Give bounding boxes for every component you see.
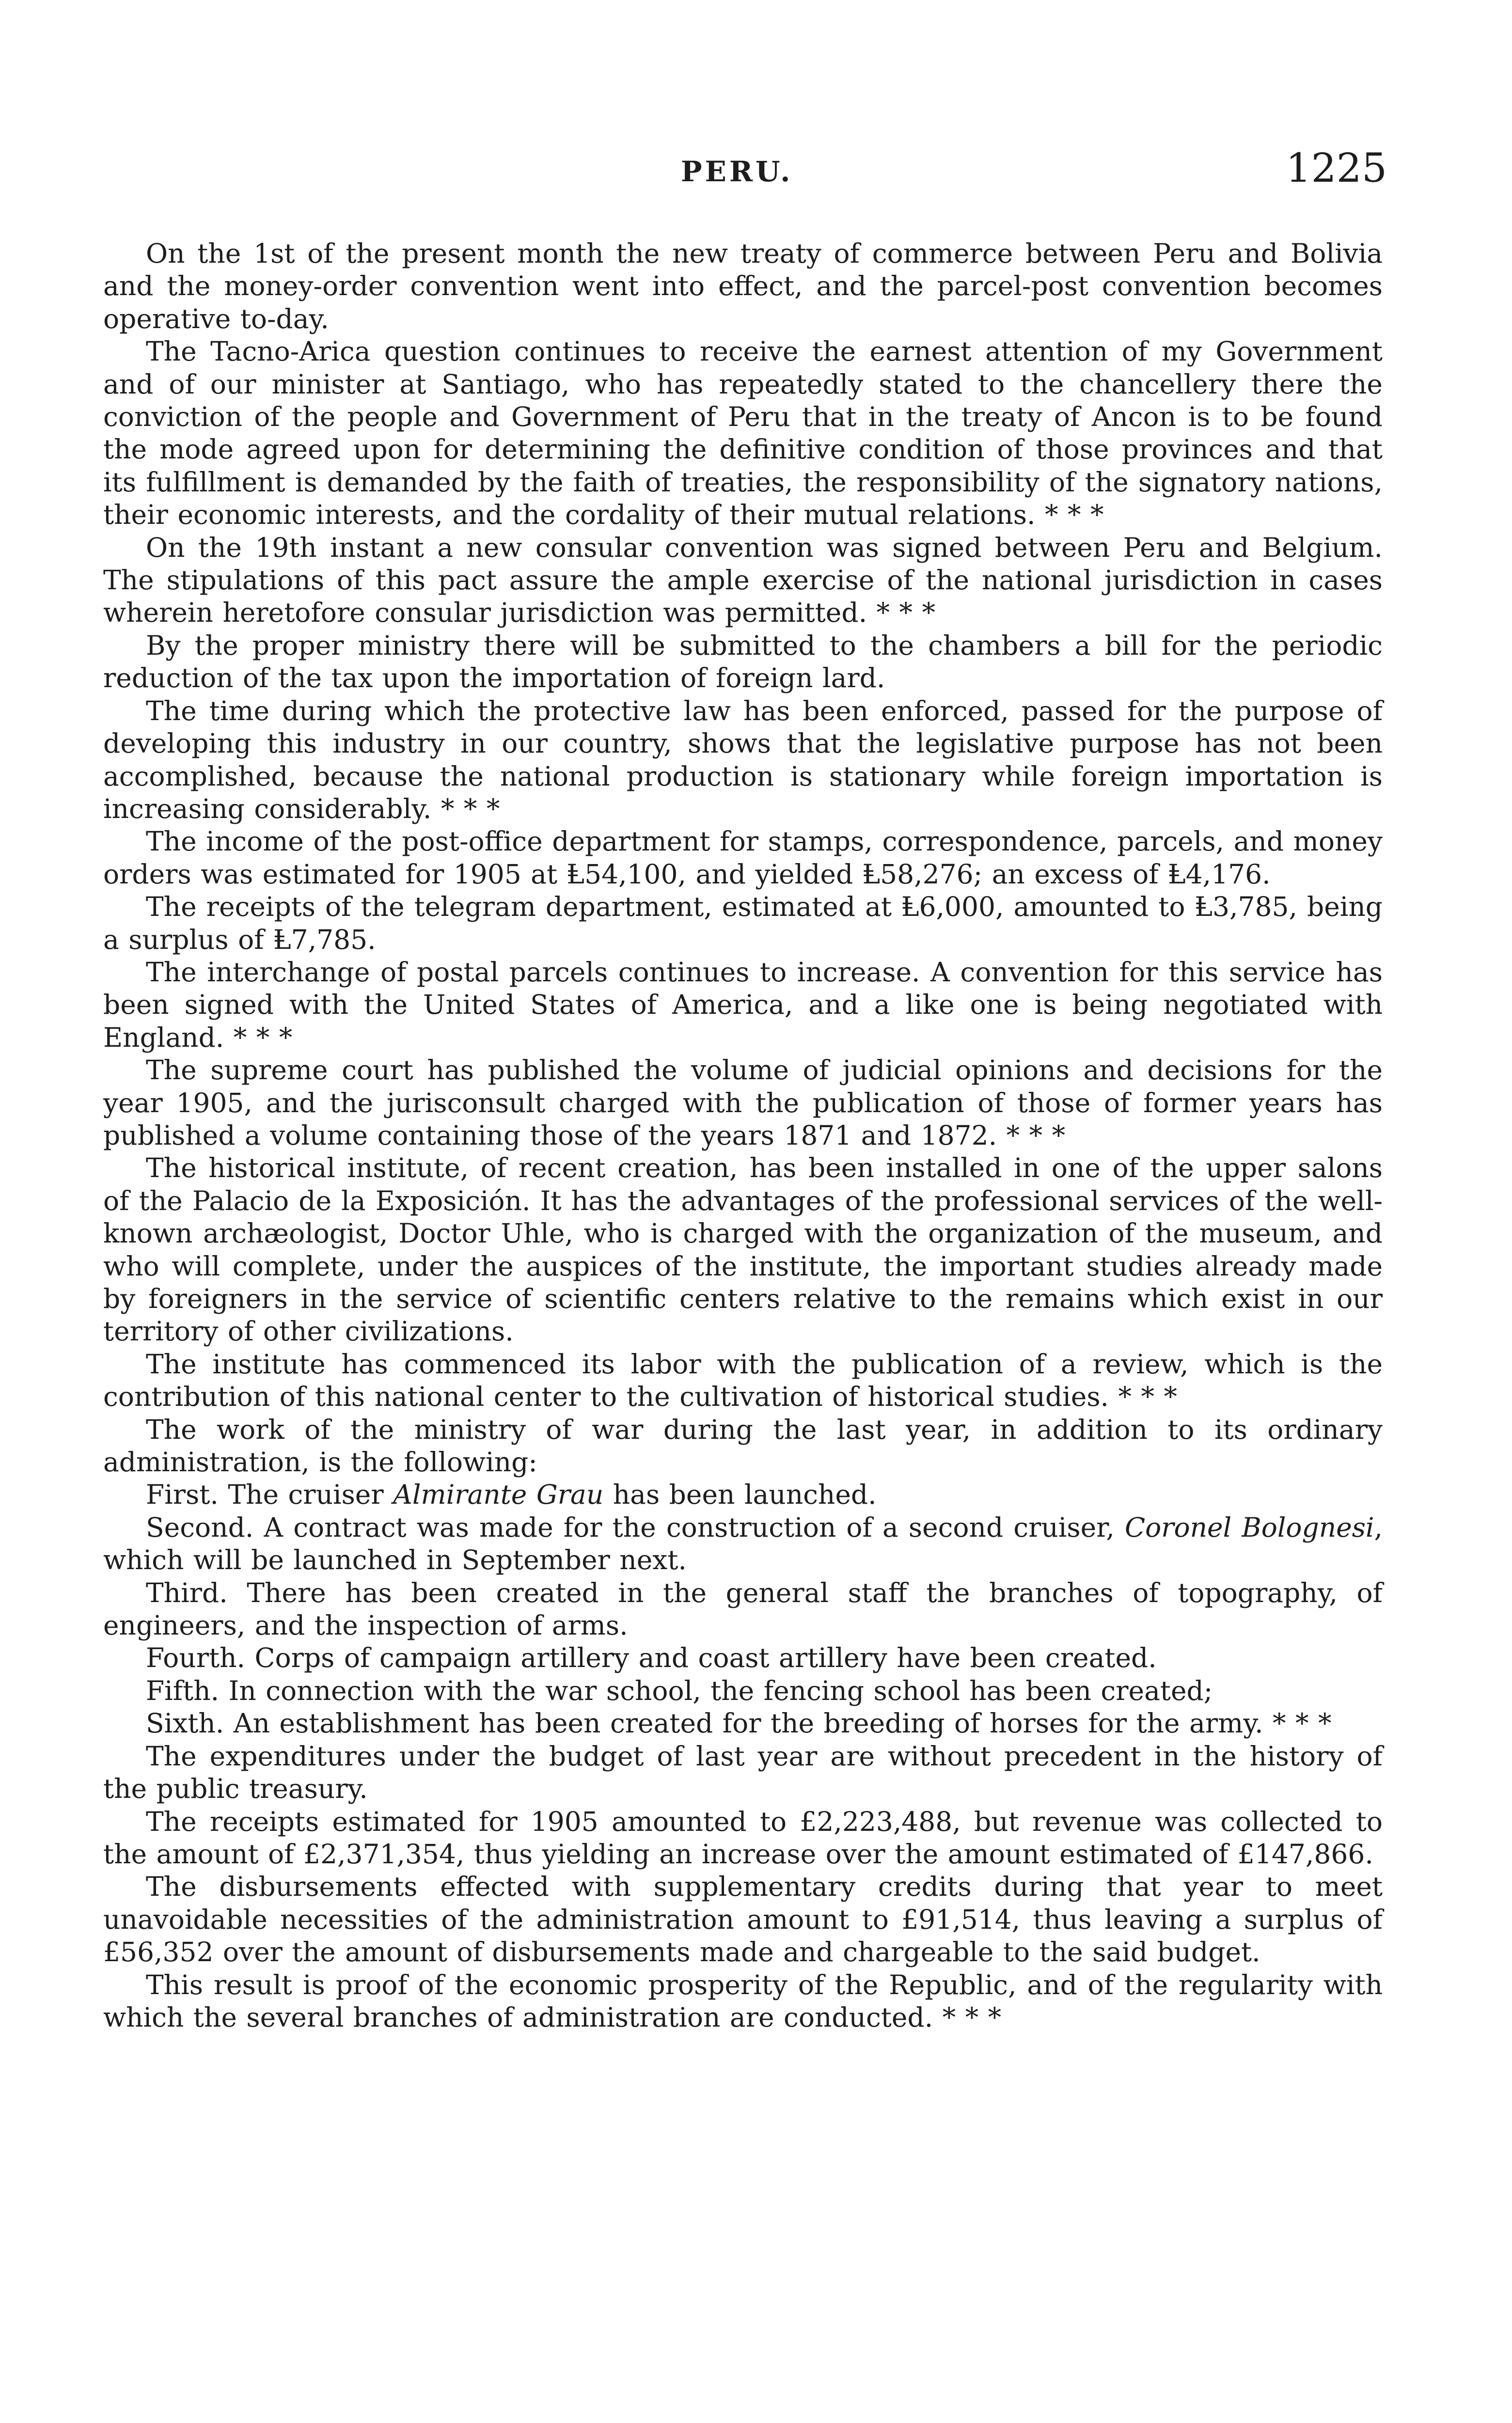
paragraph-ministry-of-war: The work of the ministry of war during the last year, in addition to its ordinary administration, is the following: — [103, 1414, 1383, 1478]
ship-name-almirante-grau: Almirante Grau — [393, 1479, 604, 1510]
paragraph-postal-parcels: The interchange of postal parcels continues to increase. A convention for this service has been signed with the United States of America, and a like one is being negotiated with England. * * * — [103, 956, 1383, 1053]
war-item-sixth: Sixth. An establishment has been created for the breeding of horses for the army. * * * — [146, 1708, 1332, 1739]
paragraph-protective-law: The time during which the protective law has been enforced, passed for the purpose of developing this industry in our country, shows that the legislative purpose has not been accomplished, because the national production is stationary while foreign importation is increasing considerably. * * * — [103, 695, 1383, 824]
paragraph-institute-review: The institute has commenced its labor with the publication of a review, which is the contribution of this national center to the cultivation of historical studies. * * * — [103, 1348, 1383, 1413]
war-item-first — [103, 1479, 1383, 1511]
paragraph-lard-bill: By the proper ministry there will be submitted to the chambers a bill for the periodic reduction of the tax upon the importation of foreign lard. — [103, 629, 1383, 694]
running-head — [0, 145, 1512, 199]
paragraph-tacno-arica: The Tacno-Arica question continues to receive the earnest attention of my Government and of our minister at Santiago, who has repeatedly stated to the chancellery there the conviction of the people and Government of Peru that in the treaty of Ancon is to be found the mode agreed upon for determining the definitive condition of those provinces and that its fulfillment is demanded by the faith of treaties, the responsibility of the signatory nations, their economic interests, and the cordality of their mutual relations. * * * — [103, 336, 1383, 531]
war-item-first-prefix: First. The cruiser — [146, 1479, 394, 1510]
paragraph-disbursements: The disbursements effected with supplementary credits during that year to meet unavoidable necessities of the administration amount to £91,514, thus leaving a surplus of £56,352 over the amount of disbursements made and chargeable to the said budget. — [103, 1871, 1383, 1968]
paragraph-receipts-1905: The receipts estimated for 1905 amounted to £2,223,488, but revenue was collected to the amount of £2,371,354, thus yielding an increase over the amount estimated of £147,866. — [103, 1806, 1383, 1870]
paragraph-historical-institute: The historical institute, of recent creation, has been installed in one of the upper salons of the Palacio de la Exposición. It has the advantages of the professional services of the well-known archæologist, Doctor Uhle, who is charged with the organization of the museum, and who will complete, under the auspices of the institute, the important studies already made by foreigners in the service of scientific centers relative to the remains which exist in our territory of other civilizations. — [103, 1152, 1383, 1347]
war-item-fifth: Fifth. In connection with the war school, the fencing school has been created; — [146, 1675, 1213, 1706]
paragraph-treaty-commerce: On the 1st of the present month the new treaty of commerce between Peru and Bolivia and the money-order convention went into effect, and the parcel-post convention becomes operative to-day. — [103, 238, 1383, 334]
paragraph-consular-convention: On the 19th instant a new consular convention was signed between Peru and Belgium. The stipulations of this pact assure the ample exercise of the national jurisdiction in cases wherein heretofore consular jurisdiction was permitted. * * * — [103, 532, 1383, 629]
war-item-second — [103, 1511, 1383, 1577]
running-title: PERU. — [681, 155, 793, 188]
paragraph-supreme-court: The supreme court has published the volume of judicial opinions and decisions for the year 1905, and the jurisconsult charged with the publication of those of former years has published a volume containing those of the years 1871 and 1872. * * * — [103, 1054, 1383, 1151]
paragraph-economic-prosperity: This result is proof of the economic prosperity of the Republic, and of the regularity with which the several branches of administration are conducted. * * * — [103, 1969, 1383, 2033]
paragraph-post-office-income: The income of the post-office department for stamps, correspondence, parcels, and money orders was estimated for 1905 at Ⱡ54,100, and yielded Ⱡ58,276; an excess of Ⱡ4,176. — [103, 826, 1383, 890]
war-item-second-suffix: , which will be launched in September next. — [103, 1511, 1383, 1576]
war-item-first-suffix: has been launched. — [603, 1479, 877, 1510]
paragraph-telegram-receipts: The receipts of the telegram department, estimated at Ⱡ6,000, amounted to Ⱡ3,785, being a surplus of Ⱡ7,785. — [103, 891, 1383, 955]
war-item-second-prefix: Second. A contract was made for the construction of a second cruiser, — [146, 1511, 1125, 1543]
ship-name-coronel-bolognesi: Coronel Bolognesi — [1125, 1511, 1374, 1543]
paragraph-expenditures: The expenditures under the budget of last year are without precedent in the history of the public treasury. — [103, 1740, 1383, 1805]
war-item-fourth: Fourth. Corps of campaign artillery and coast artillery have been created. — [146, 1642, 1157, 1674]
war-item-third: Third. There has been created in the general staff the branches of topography, of engineers, and the inspection of arms. — [103, 1577, 1383, 1641]
page-number: 1225 — [1286, 145, 1387, 191]
body-text — [103, 237, 1383, 2034]
